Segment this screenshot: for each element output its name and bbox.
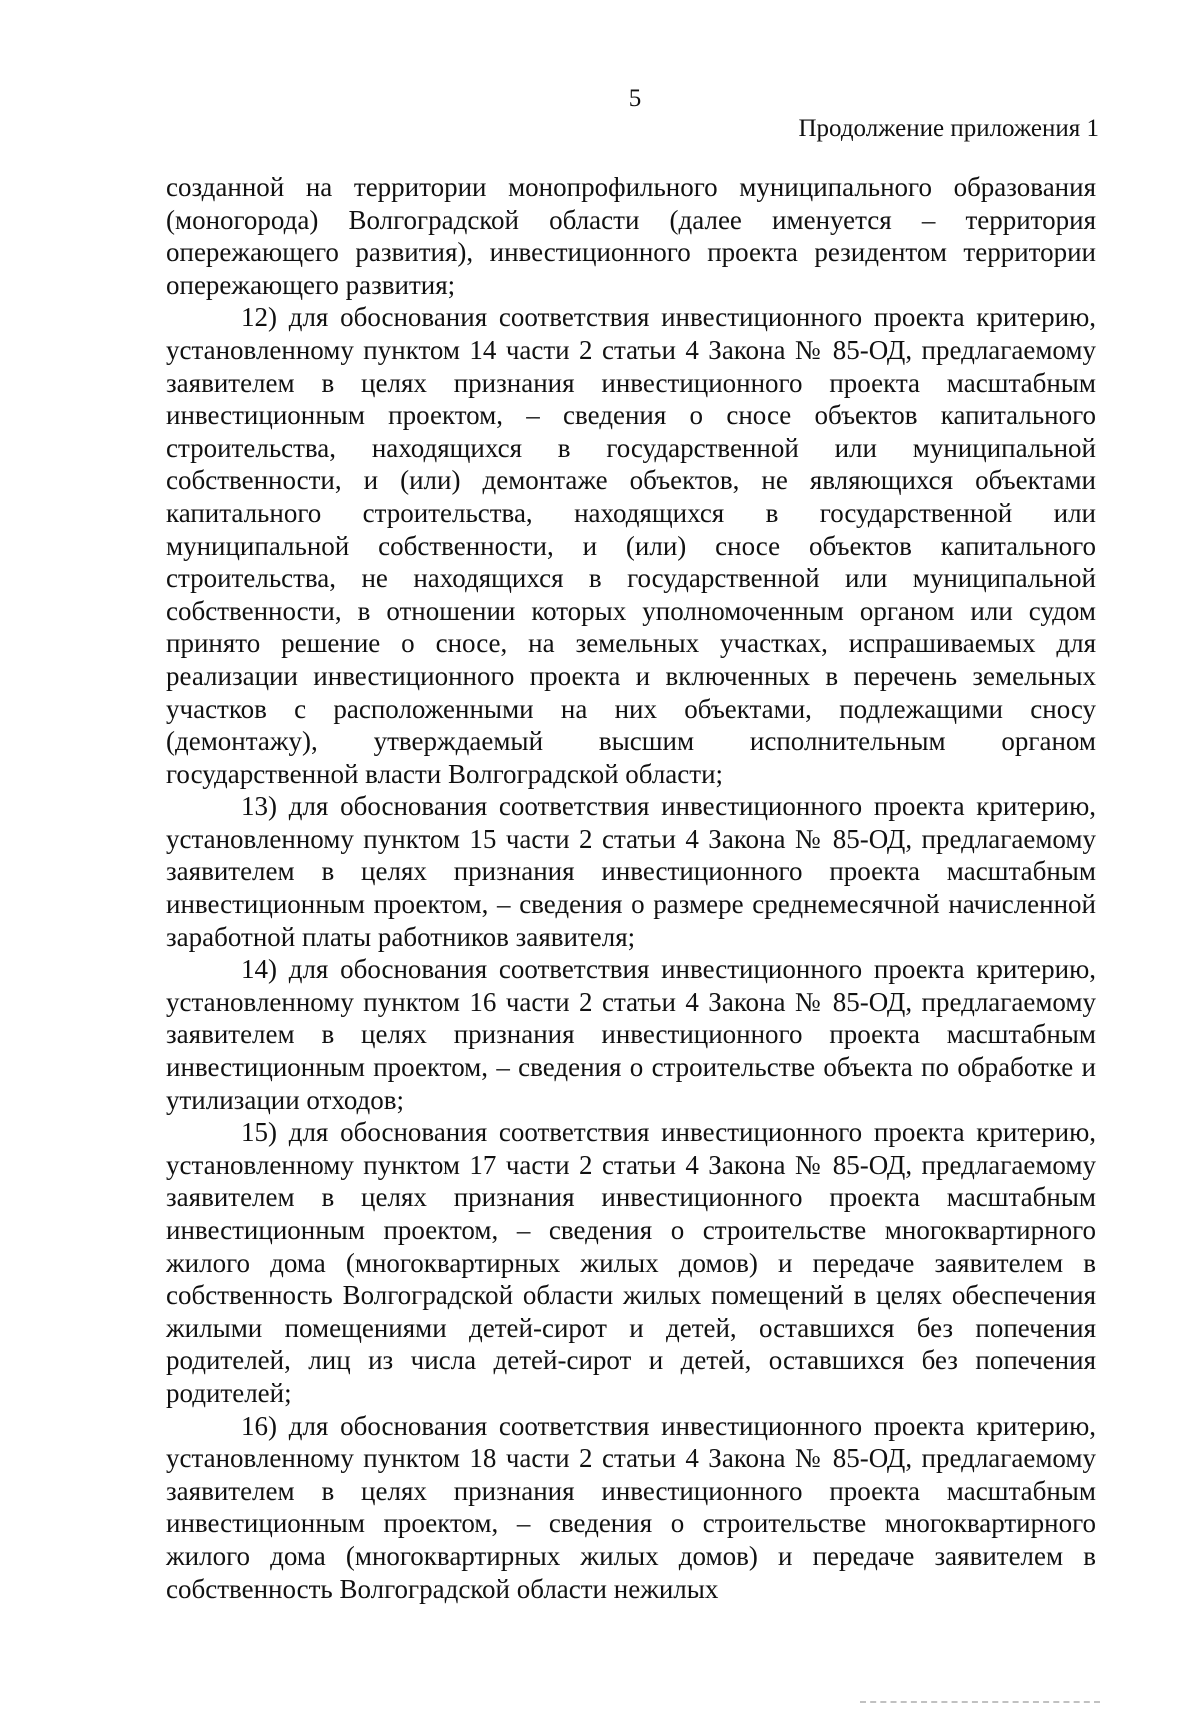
scan-artifact-line (860, 1701, 1100, 1706)
paragraph-item-16: 16) для обоснования соответствия инвестиционного проекта критерию, установленному пунктом 18 части 2 статьи 4 Закона № 85-ОД, предлагаемому заявителем в целях признания инвестиционного проекта масштабным инвестиционным проектом, – сведения о строительстве многоквартирного жилого дома (многоквартирных жилых домов) и передаче заявителем в собственность Волгоградской области нежилых (166, 1410, 1096, 1604)
appendix-continuation-note: Продолжение приложения 1 (798, 115, 1099, 142)
paragraph-item-15: 15) для обоснования соответствия инвестиционного проекта критерию, установленному пунктом 17 части 2 статьи 4 Закона № 85-ОД, предлагаемому заявителем в целях признания инвестиционного проекта масштабным инвестиционным проектом, – сведения о строительстве многоквартирного жилого дома (многоквартирных жилых домов) и передаче заявителем в собственность Волгоградской области жилых помещений в целях обеспечения жилыми помещениями детей-сирот и детей, оставшихся без попечения родителей, лиц из числа детей-сирот и детей, оставшихся без попечения родителей; (166, 1117, 1096, 1408)
paragraph-continuation: созданной на территории монопрофильного муниципального образования (моногорода) Волгоградской области (далее именуется – территория опережающего развития), инвестиционного проекта резидентом территории опережающего развития; (166, 172, 1096, 300)
document-body (166, 171, 1096, 1605)
paragraph-item-14: 14) для обоснования соответствия инвестиционного проекта критерию, установленному пунктом 16 части 2 статьи 4 Закона № 85-ОД, предлагаемому заявителем в целях признания инвестиционного проекта масштабным инвестиционным проектом, – сведения о строительстве объекта по обработке и утилизации отходов; (166, 954, 1096, 1115)
page-number: 5 (628, 85, 642, 112)
paragraph-item-13: 13) для обоснования соответствия инвестиционного проекта критерию, установленному пунктом 15 части 2 статьи 4 Закона № 85-ОД, предлагаемому заявителем в целях признания инвестиционного проекта масштабным инвестиционным проектом, – сведения о размере среднемесячной начисленной заработной платы работников заявителя; (166, 791, 1096, 952)
paragraph-item-12: 12) для обоснования соответствия инвестиционного проекта критерию, установленному пунктом 14 части 2 статьи 4 Закона № 85-ОД, предлагаемому заявителем в целях признания инвестиционного проекта масштабным инвестиционным проектом, – сведения о сносе объектов капитального строительства, находящихся в государственной или муниципальной собственности, и (или) демонтаже объектов, не являющихся объектами капитального строительства, находящихся в государственной или муниципальной собственности, и (или) сносе объектов капитального строительства, не находящихся в государственной или муниципальной собственности, в отношении которых уполномоченным органом или судом принято решение о сносе, на земельных участках, испрашиваемых для реализации инвестиционного проекта и включенных в перечень земельных участков с расположенными на них объектами, подлежащими сносу (демонтажу), утверждаемый высшим исполнительным органом государственной власти Волгоградской области; (166, 302, 1096, 789)
